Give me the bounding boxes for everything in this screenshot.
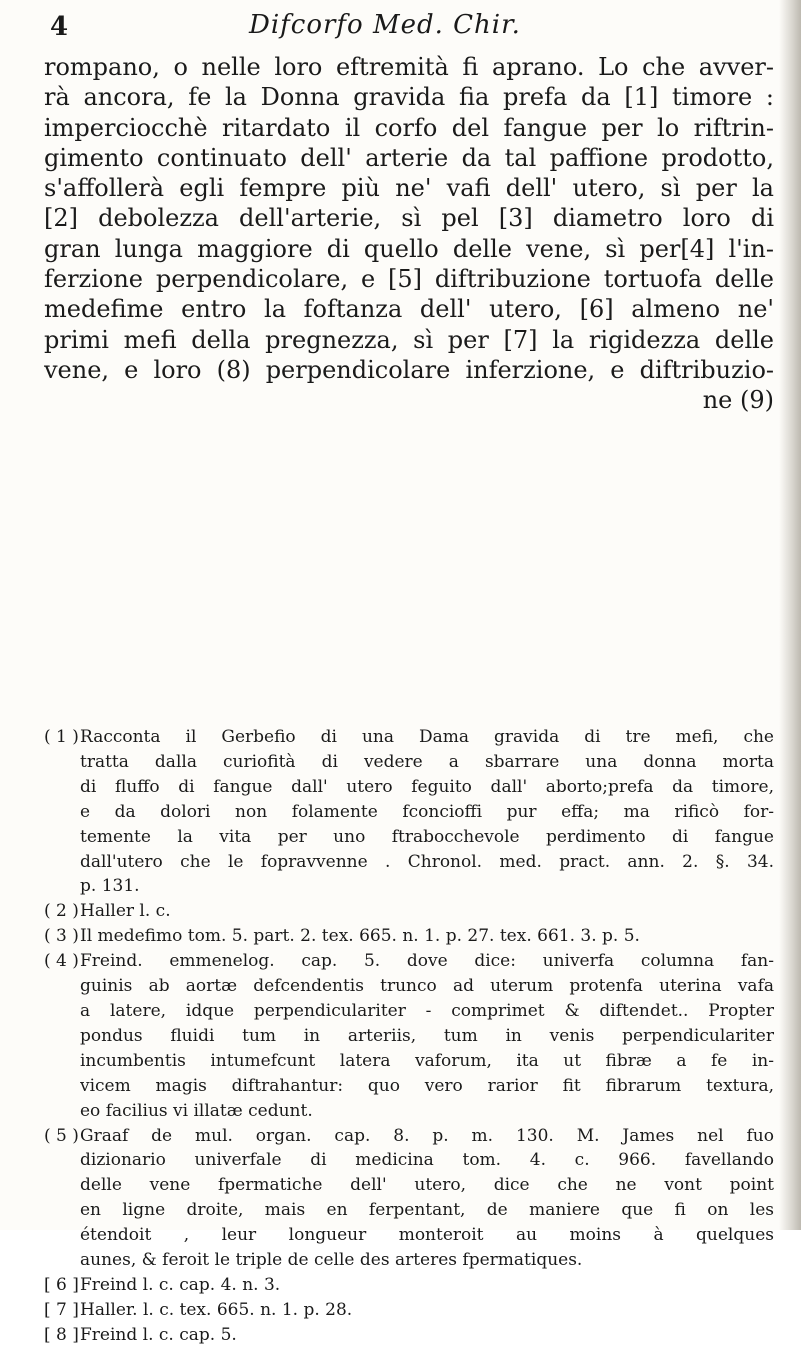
footnote — [44, 1124, 774, 1273]
page-header — [44, 8, 764, 48]
paragraph-line: primi mefi della pregnezza, sì per [7] la rigidezza delle — [44, 325, 774, 354]
footnote-marker: [ 8 ] — [44, 1324, 79, 1345]
paragraph-line: gimento continuato dell' arterie da tal paffione prodotto, — [44, 143, 774, 172]
paragraph-line: rompano, o nelle loro eftremità fi aprano. Lo che avver- — [44, 53, 774, 81]
footnote-line: p. 131. — [80, 876, 140, 897]
footnote-line: étendoit , leur longueur monteroit au moins à quelques — [80, 1225, 774, 1246]
footnote-line: di fluffo di fangue dall' utero feguito dall' aborto;prefa da timore, — [80, 776, 774, 797]
footnote-line: aunes, & feroit le triple de celle des arteres fpermatiques. — [80, 1250, 583, 1271]
footnote — [44, 1273, 774, 1298]
footnote-line: Graaf de mul. organ. cap. 8. p. m. 130. M. James nel fuo — [80, 1125, 774, 1146]
footnote-line: guinis ab aortæ defcendentis trunco ad uterum protenfa uterina vafa — [80, 976, 774, 997]
paragraph-line: medefime entro la foftanza dell' utero, [6] almeno ne' — [44, 295, 774, 324]
paragraph-line: gran lunga maggiore di quello delle vene, sì per[4] l'in- — [44, 234, 774, 263]
footnote-line: Freind. emmenelog. cap. 5. dove dice: univerfa columna fan- — [80, 951, 774, 972]
page-number: 4 — [50, 12, 69, 42]
main-paragraph — [44, 52, 774, 416]
footnote — [44, 1323, 774, 1348]
footnote — [44, 924, 774, 949]
footnote-marker: [ 7 ] — [44, 1299, 79, 1320]
paragraph-line: vene, e loro (8) perpendicolare inferzione, e diftribuzio- — [44, 355, 774, 384]
footnote — [44, 899, 774, 924]
footnote-line: temente la vita per uno ftrabocchevole perdimento di fangue — [80, 826, 774, 847]
footnote-line: dizionario univerfale di medicina tom. 4. c. 966. favellando — [80, 1150, 774, 1171]
paragraph-line: [2] debolezza dell'arterie, sì pel [3] diametro loro di — [44, 204, 774, 233]
footnote-line: en ligne droite, mais en ferpentant, de maniere que fi on les — [80, 1200, 774, 1221]
footnote — [44, 725, 774, 899]
footnote-marker: ( 3 ) — [44, 926, 79, 947]
footnote-line: delle vene fpermatiche dell' utero, dice che ne vont point — [80, 1175, 774, 1196]
footnote-line: Haller l. c. — [80, 901, 171, 922]
footnote-line: Haller. l. c. tex. 665. n. 1. p. 28. — [80, 1299, 353, 1320]
footnote-line: incumbentis intumefcunt latera vaforum, ita ut fibræ a fe in- — [80, 1050, 774, 1071]
footnote-line: Il medefimo tom. 5. part. 2. tex. 665. n. 1. p. 27. tex. 661. 3. p. 5. — [80, 926, 640, 947]
footnote-marker: [ 6 ] — [44, 1274, 79, 1295]
footnote-marker: ( 2 ) — [44, 901, 79, 922]
footnote-line: e da dolori non folamente fconcioffi pur effa; ma rificò for- — [80, 801, 774, 822]
footnotes — [44, 725, 774, 1348]
paragraph-line: ferzione perpendicolare, e [5] diftribuzione tortuofa delle — [44, 265, 774, 294]
footnote-line: eo facilius vi illatæ cedunt. — [80, 1100, 313, 1121]
footnote-marker: ( 4 ) — [44, 951, 79, 972]
footnote-line: a latere, idque perpendiculariter - comprimet & diftendet.. Propter — [80, 1000, 774, 1021]
paragraph-line: rà ancora, fe la Donna gravida fia prefa da [1] timore : — [44, 83, 774, 112]
footnote-marker: ( 5 ) — [44, 1125, 79, 1146]
footnote-line: tratta dalla curiofità di vedere a sbarrare una donna morta — [80, 751, 774, 772]
footnote-line: dall'utero che le fopravvenne . Chronol. med. pract. ann. 2. §. 34. — [80, 851, 774, 872]
footnote — [44, 949, 774, 1123]
footnote-line: pondus fluidi tum in arteriis, tum in venis perpendiculariter — [80, 1025, 774, 1046]
footnote-line: Freind l. c. cap. 4. n. 3. — [80, 1274, 281, 1295]
footnote-marker: ( 1 ) — [44, 727, 79, 747]
footnote-line: vicem magis diftrahantur: quo vero rarior fit fibrarum textura, — [80, 1075, 774, 1096]
footnote — [44, 1298, 774, 1323]
footnote-line: Racconta il Gerbefio di una Dama gravida di tre mefi, che — [80, 727, 774, 747]
running-title: Difcorfo Med. Chir. — [249, 10, 521, 40]
footnote-line: Freind l. c. cap. 5. — [80, 1324, 237, 1345]
paragraph-line: s'affollerà egli fempre più ne' vafi dell' utero, sì per la — [44, 174, 774, 203]
page-edge-shadow — [779, 0, 801, 1230]
paragraph-line: ne (9) — [702, 386, 774, 415]
paragraph-line: imperciocchè ritardato il corfo del fangue per lo riftrin- — [44, 113, 774, 142]
